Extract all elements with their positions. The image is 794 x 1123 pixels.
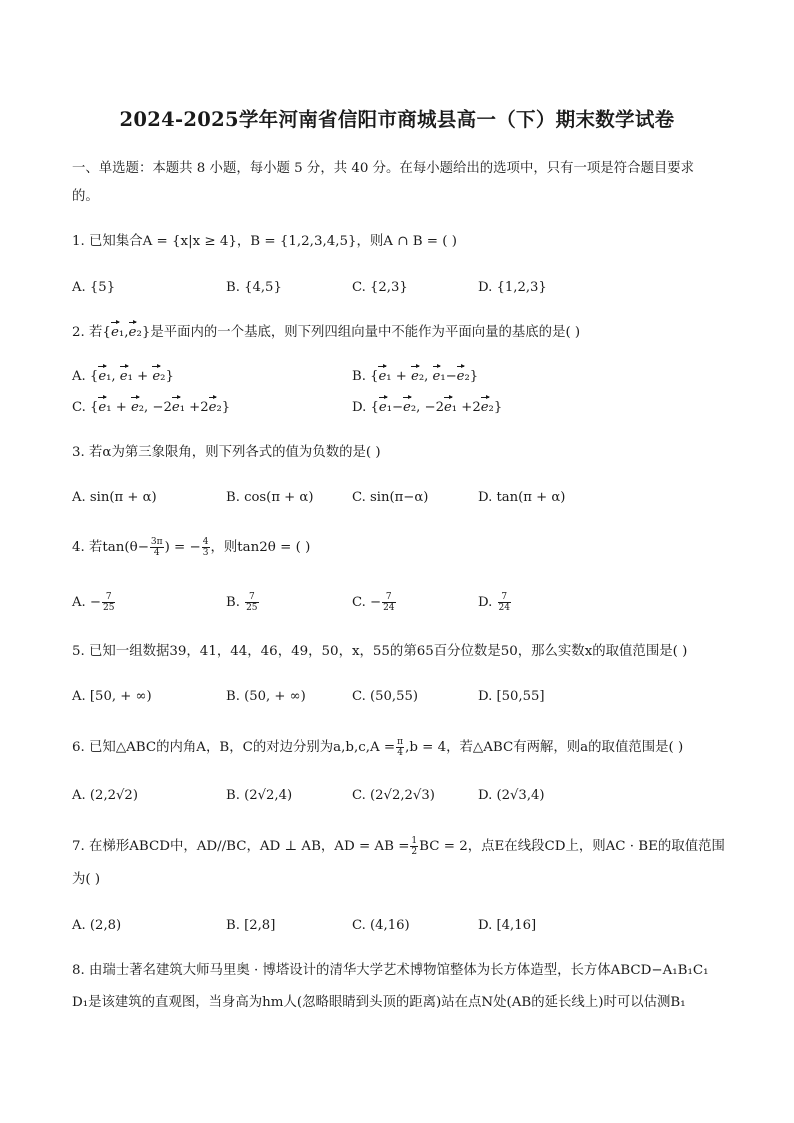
q7-option-d: D. [4,16] xyxy=(478,918,537,933)
q6-option-d: D. (2√3,4) xyxy=(478,788,545,803)
question-6-stem: 6. 已知△ABC的内角A，B，C的对边分别为a,b,c,A = $\frac{\pi}{4}$ ,b = 4，若△ABC有两解，则a的取值范围是( ) xyxy=(72,737,684,758)
question-7-stem: 7. 在梯形ABCD中，AD//BC，AD ⊥ AB，AD = AB = $\frac{1}{2}$ BC = 2，点E在线段CD上，则AC · BE的取值范围 xyxy=(72,836,725,857)
q1-option-a: A. {5} xyxy=(72,280,116,295)
q6-option-a: A. (2,2√2) xyxy=(72,788,138,803)
q4-frac-3pi-4: $\frac{3\pi}{4}$ xyxy=(150,537,163,558)
q1-option-c: C. {2,3} xyxy=(352,280,408,295)
q7-option-a: A. (2,8) xyxy=(72,918,122,933)
q5-option-d: D. [50,55] xyxy=(478,689,545,704)
q3-option-a: A. sin(π + α) xyxy=(72,490,157,505)
q3-option-d: D. tan(π + α) xyxy=(478,490,566,505)
q7-option-c: C. (4,16) xyxy=(352,918,410,933)
question-8-stem-cont: D₁是该建筑的直观图，当身高为hm人(忽略眼睛到头顶的距离)站在点N处(AB的延长线上)时可以估测B₁ xyxy=(72,995,686,1010)
q1-option-b: B. {4,5} xyxy=(226,280,282,295)
section-instructions-line1: 一、单选题：本题共 8 小题，每小题 5 分，共 40 分。在每小题给出的选项中，只有一项是符合题目要求 xyxy=(72,161,695,176)
question-7-stem-cont: 为( ) xyxy=(72,872,101,887)
q7-option-b: B. [2,8] xyxy=(226,918,276,933)
q6-option-c: C. (2√2,2√3) xyxy=(352,788,435,803)
q3-option-c: C. sin(π−α) xyxy=(352,490,429,505)
q2-option-a: A. {e₁, e₁ + e₂} xyxy=(72,369,174,384)
q6-option-b: B. (2√2,4) xyxy=(226,788,293,803)
question-4-stem: 4. 若tan(θ− $\frac{3\pi}{4}$ ) = − $\frac{4}{3}$ ，则tan2θ = ( ) xyxy=(72,537,311,558)
q7-frac-1-2: $\frac{1}{2}$ xyxy=(411,836,418,857)
q4-frac-4-3: $\frac{4}{3}$ xyxy=(202,537,209,558)
question-3-stem: 3. 若α为第三象限角，则下列各式的值为负数的是( ) xyxy=(72,445,381,460)
q4-option-b: B. $\frac{7}{25}$ xyxy=(226,592,258,613)
q6-frac-pi-4: $\frac{\pi}{4}$ xyxy=(397,737,404,758)
exam-title: 2024-2025学年河南省信阳市商城县高一（下）期末数学试卷 xyxy=(119,108,675,131)
q2-option-d: D. {e₁−e₂, −2e₁ +2e₂} xyxy=(352,400,503,415)
q2-option-b: B. {e₁ + e₂, e₁−e₂} xyxy=(352,369,479,384)
question-8-stem: 8. 由瑞士著名建筑大师马里奥 · 博塔设计的清华大学艺术博物馆整体为长方体造型，长方体ABCD−A₁B₁C₁ xyxy=(72,963,709,978)
q4-option-c: C. − $\frac{7}{24}$ xyxy=(352,592,395,613)
q4-option-d: D. $\frac{7}{24}$ xyxy=(478,592,510,613)
q1-option-d: D. {1,2,3} xyxy=(478,280,547,295)
q5-option-c: C. (50,55) xyxy=(352,689,419,704)
question-2-stem: 2. 若{e₁,e₂}是平面内的一个基底，则下列四组向量中不能作为平面向量的基底的是( ) xyxy=(72,325,581,340)
section-instructions-cont: 的。 xyxy=(72,189,99,204)
q5-option-b: B. (50, + ∞) xyxy=(226,689,306,704)
q4-option-a: A. − $\frac{7}{25}$ xyxy=(72,592,115,613)
q2-option-c: C. {e₁ + e₂, −2e₁ +2e₂} xyxy=(72,400,231,415)
q3-option-b: B. cos(π + α) xyxy=(226,490,314,505)
q5-option-a: A. [50, + ∞) xyxy=(72,689,152,704)
question-1-stem: 1. 已知集合A = {x|x ≥ 4}，B = {1,2,3,4,5}，则A ∩ B = ( ) xyxy=(72,234,457,249)
question-5-stem: 5. 已知一组数据39，41，44，46，49，50，x，55的第65百分位数是50，那么实数x的取值范围是( ) xyxy=(72,644,688,659)
section-instructions xyxy=(72,160,722,178)
